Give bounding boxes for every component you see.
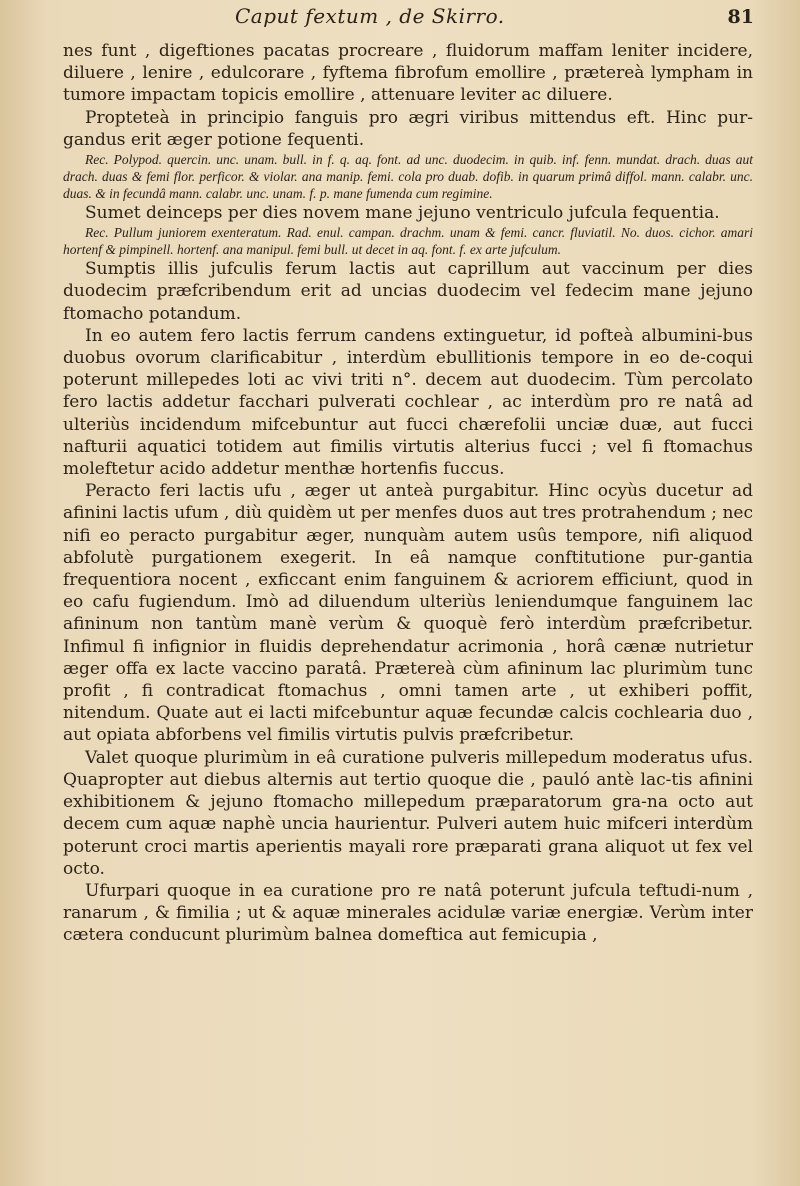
recipe-1: Rec. Polypod. quercin. unc. unam. bull. in f. q. aq. font. ad unc. duodecim. in quib. inf. fenn. mundat. drach. duas aut drach. duas & femi flor. perficor. & violar. ana manip. femi. cola pro duab. dofib. in quarum primâ diffol. mann. calabr. unc. duas. & in fecundâ mann. calabr. unc. unam. f. p. mane fumenda cum regimine.	[63, 152, 753, 202]
body-text	[63, 40, 753, 947]
recipe-2: Rec. Pullum juniorem exenteratum. Rad. enul. campan. drachm. unam & femi. cancr. fluviatil. No. duos. cichor. amari hortenf & pimpinell. hortenf. ana manipul. femi bull. ut decet in aq. font. f. ex arte jufculum.	[63, 225, 753, 258]
paragraph-8: Ufurpari quoque in ea curatione pro re natâ poterunt jufcula teftudi-num , ranarum , & fimilia ; ut & aquæ minerales acidulæ variæ energiæ. Verùm inter cætera conducunt plurimùm balnea domeftica aut femicupia ,	[63, 880, 753, 946]
paragraph-3: Sumet deinceps per dies novem mane jejuno ventriculo jufcula fequentia.	[85, 203, 720, 224]
paragraph-2: Propteteà in principio fanguis pro ægri viribus mittendus eft. Hinc pur-gandus erit æger potione fequenti.	[63, 107, 753, 150]
page-number: 81	[727, 6, 754, 28]
paragraph-5: In eo autem fero lactis ferrum candens extinguetur, id pofteà albumini-bus duobus ovorum clarificabitur , interdùm ebullitionis tempore in eo de-coqui poterunt millepedes loti ac vivi triti n°. decem aut duodecim. Tùm percolato fero lactis addetur facchari pulverati cochlear , ac interdùm pro re natâ ad ulteriùs incidendum mifcebuntur aut fucci chærefolii unciæ duæ, aut fucci nafturii aquatici totidem aut fimilis virtutis alterius fucci ; vel fi ftomachus moleftetur acido addetur menthæ hortenfis fuccus.	[63, 325, 753, 480]
paragraph-6: Peracto feri lactis ufu , æger ut anteà purgabitur. Hinc ocyùs ducetur ad afinini lactis ufum , diù quidèm ut per menfes duos aut tres protrahendum ; nec nifi eo peracto purgabitur æger, nunquàm autem usûs tempore, nifi aliquod abfolutè purgationem exegerit. In eâ namque conftitutione pur-gantia frequentiora nocent , exficcant enim fanguinem & acriorem efficiunt, quod in eo cafu fugiendum. Imò ad diluendum ulteriùs leniendumque fanguinem lac afininum non tantùm manè verùm & quoquè ferò interdùm præfcribetur. Infimul fi infignior in fluidis deprehendatur acrimonia , horâ cænæ nutrietur æger offa ex lacte vaccino paratâ. Prætereà cùm afininum lac plurimùm tunc profit , fi contradicat ftomachus , omni tamen arte , ut exhiberi poffit, nitendum. Quate aut ei lacti mifcebuntur aquæ fecundæ calcis cochlearia duo , aut opiata abforbens vel fimilis virtutis pulvis præfcribetur.	[63, 481, 753, 746]
running-title: Caput fextum , de Skirro.	[235, 4, 505, 28]
page-header	[40, 4, 760, 30]
paragraph-4: Sumptis illis jufculis ferum lactis aut caprillum aut vaccinum per dies duodecim præfcribendum erit ad uncias duodecim vel fedecim mane jejuno ftomacho potandum.	[63, 259, 753, 324]
paragraph-1: nes funt , digeftiones pacatas procreare , fluidorum maffam leniter incidere, diluere , lenire , edulcorare , fyftema fibrofum emollire , prætereà lympham in tumore impactam topicis emollire , attenuare leviter ac diluere.	[63, 41, 753, 106]
paragraph-7: Valet quoque plurimùm in eâ curatione pulveris millepedum moderatus ufus. Quapropter aut diebus alternis aut tertio quoque die , pauló antè lac-tis afinini exhibitionem & jejuno ftomacho millepedum præparatorum gra-na octo aut decem cum aquæ naphè uncia haurientur. Pulveri autem huic mifceri interdùm poterunt croci martis aperientis mayali rore præparati grana aliquot ut fex vel octo.	[63, 747, 753, 879]
